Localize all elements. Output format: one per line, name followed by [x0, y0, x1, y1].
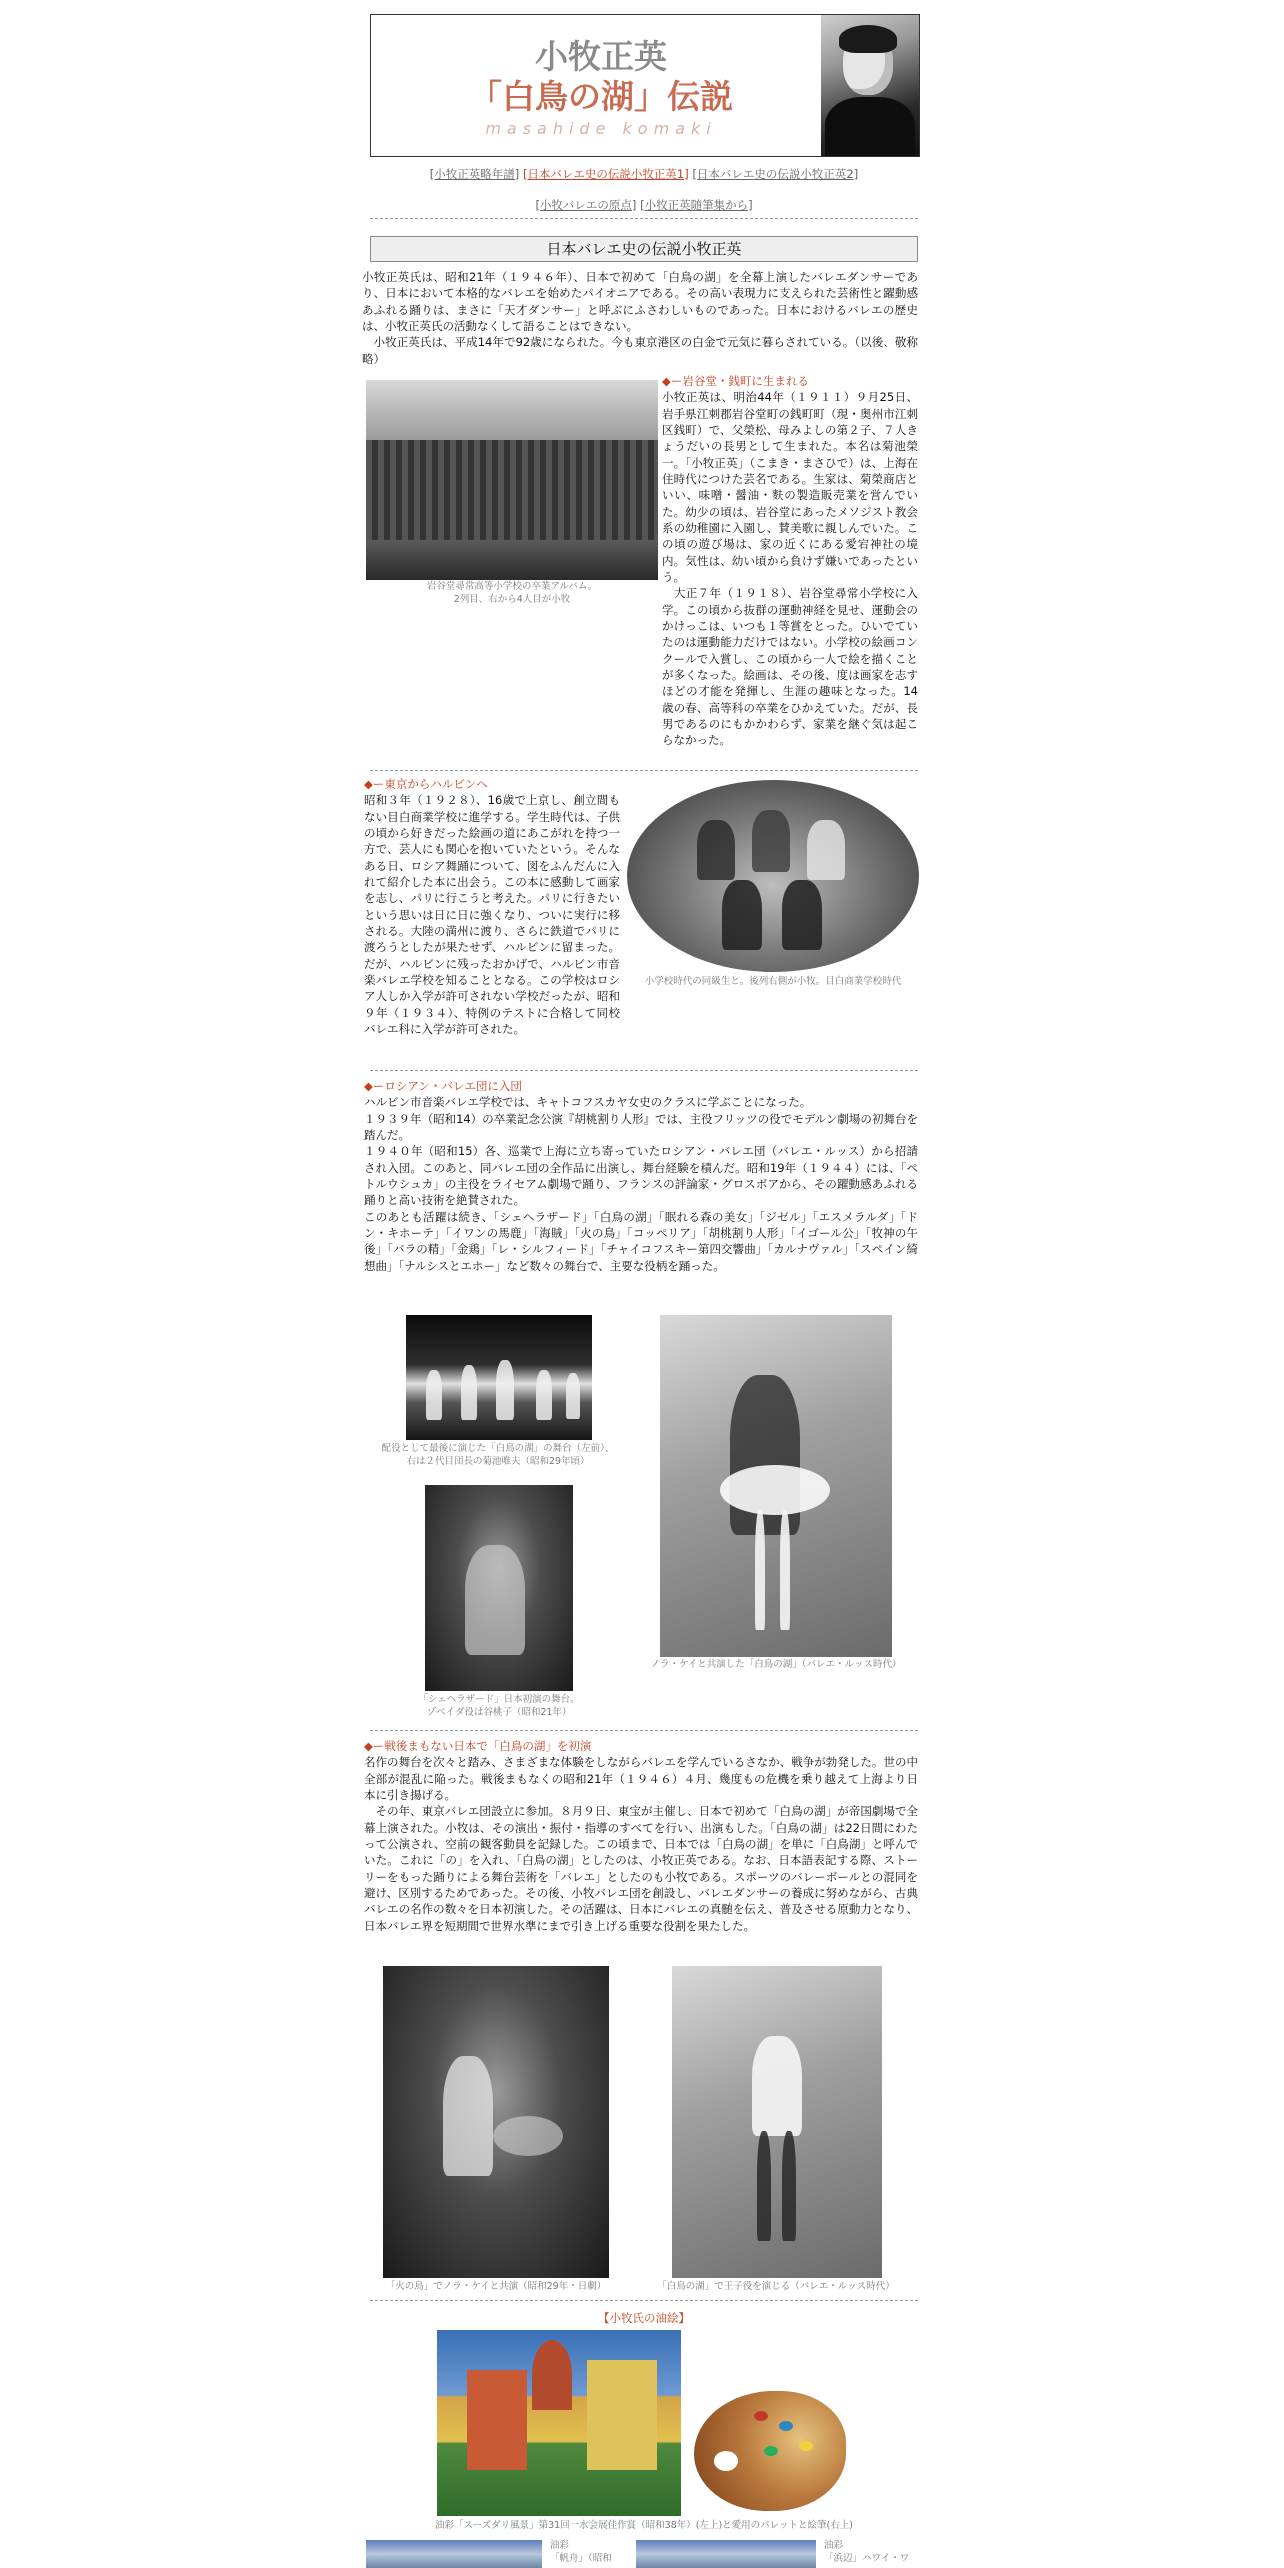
nav-link-legend-2[interactable]: [日本バレエ史の伝説小牧正英2] [692, 167, 859, 181]
firebird-photo [383, 1966, 609, 2278]
section-harbin-heading: ◆ー東京からハルビンへ [364, 777, 488, 791]
divider [370, 218, 918, 219]
firebird-caption: 「火の鳥」でノラ・ケイと共演（昭和29年・日劇） [385, 2281, 607, 2292]
nav-link-origin[interactable]: [小牧バレエの原点] [535, 198, 637, 212]
divider [370, 1730, 918, 1731]
section-ballet-russe-paragraph-1: ハルビン市音楽バレエ学校では、キャトコフスカヤ女史のクラスに学ぶことになった。 [364, 1095, 812, 1110]
stage-photo [406, 1315, 592, 1440]
sailboat-painting [366, 2540, 542, 2568]
section-swan-lake-paragraph-1: 名作の舞台を次々と踏み、さまざまな体験をしながらバレエを学んでいるさなか、戦争が勃発した。世の中全部が混乱に陥った。戦後まもなくの昭和21年（１９４６）４月、幾度もの危機を乗り越えて上海より日本に引き揚げる。 [364, 1755, 918, 1802]
prince-caption: 「白鳥の湖」で王子役を演じる（バレエ・ルッス時代） [657, 2281, 895, 2292]
section-swan-lake-heading: ◆ー戦後まもない日本で「白鳥の湖」を初演 [364, 1739, 592, 1753]
suzdal-painting [437, 2330, 681, 2516]
school-album-caption: 岩谷堂尋常高等小学校の卒業アルバム。 2列目、右から4人目が小牧 [426, 581, 598, 605]
section-ballet-russe-heading: ◆ーロシアン・バレエ団に入団 [364, 1079, 522, 1093]
school-album-photo [366, 380, 658, 580]
palette-photo [694, 2391, 846, 2511]
portrait-photo [821, 15, 919, 156]
nav-row-1 [370, 166, 918, 182]
section-ballet-russe [364, 1078, 918, 1274]
divider [370, 2300, 918, 2301]
divider [370, 770, 918, 771]
classmates-caption: 小学校時代の同級生と。後列右側が小牧。目白商業学校時代 [644, 976, 902, 987]
nora-kaye-photo [660, 1315, 892, 1657]
section-harbin [364, 776, 620, 1037]
sailboat-caption: 油彩 「帆舟」（昭和 [550, 2540, 612, 2564]
section-swan-lake-paragraph-2: その年、東京バレエ団設立に参加。８月９日、東宝が主催し、日本で初めて「白鳥の湖」が帝国劇場で全幕上演された。小牧は、その演出・振付・指導のすべてを行い、出演もした。「白鳥の湖」は22日間にわたって公演され、空前の観客動員を記録した。この頃まで、日本では「白鳥の湖」を単に「白鳥湖」と呼んでいた。これに「の」を入れ、「白鳥の湖」としたのは、小牧正英である。なお、日本語表記する際、ストーリーをもった踊りによる舞台芸術を「バレエ」としたのも小牧である。スポーツのバレーボールとの混同を避け、区別するためであった。その後、小牧バレエ団を創設し、バレエダンサーの養成に努めながら、古典バレエの名作の数々を日本初演した。その活躍は、日本にバレエの真髄を伝え、普及させる原動力となり、日本バレエ界を短期間で世界水準にまで引き上げる重要な役割を果たした。 [364, 1804, 918, 1933]
section-harbin-paragraph: 昭和３年（１９２８）、16歳で上京し、創立間もない目白商業学校に進学する。学生時代は、子供の頃から好きだった絵画の道にあこがれを持つ一方で、芸人にも関心を抱いていたという。そんなある日、ロシア舞踊について、図をふんだんに入れて紹介した本に出会う。この本に感動して画家を志し、パリに行こうと考えた。パリに行きたいという思いは日に日に強くなり、ついに実行に移される。大陸の満州に渡り、さらに鉄道でパリに渡ろうとしたが果たせず、ハルビンに留まった。だが、ハルビンに残ったおかげで、ハルビン市音楽バレエ学校を知ることとなる。この学校はロシア人しか入学が許可されない学校だったが、昭和９年（１９３４）、特例のテストに合格して同校バレエ科に入学が許可された。 [364, 793, 620, 1036]
prince-photo [672, 1966, 882, 2278]
nav-link-legend-1[interactable]: [日本バレエ史の伝説小牧正英1] [522, 167, 689, 181]
banner-title [431, 37, 771, 117]
beach-painting [636, 2540, 816, 2568]
intro-paragraph-2: 小牧正英氏は、平成14年で92歳になられた。今も東京港区の白金で元気に暮らされている。（以後、敬称略） [362, 335, 918, 366]
section-title: 日本バレエ史の伝説小牧正英 [370, 236, 918, 262]
scheherazade-caption: 「シェヘラザード」日本初演の舞台。 ゾベイダ役は谷桃子（昭和21年） [418, 1694, 580, 1718]
section-ballet-russe-paragraph-3: １９４０年（昭和15）各、巡業で上海に立ち寄っていたロシアン・バレエ団（バレエ・ルッス）から招請され入団。このあと、同バレエ団の全作品に出演し、舞台経験を積んだ。昭和19年（１９４４）には、「ペトルウシュカ」の主役をライセアム劇場で踊り、フランスの評論家・グロスボアから、その躍動感あふれる踊りと高い技術を絶賛された。 [364, 1144, 918, 1208]
section-birth-paragraph-2: 大正７年（１９１８）、岩谷堂尋常小学校に入学。この頃から抜群の運動神経を見せ、運動会のかけっこは、いつも１等賞をとった。ひいでていたのは運動能力だけではない。小学校の絵画コンクールで入賞し、この頃から一人で絵を描くことが多くなった。絵画は、その後、度は画家を志すほどの才能を発揮し、生涯の趣味となった。14歳の春、高等科の卒業をひかえていた。だが、長男であるのにもかかわらず、家業を継ぐ気は起こらなかった。 [662, 586, 918, 748]
nav-row-2 [370, 197, 918, 213]
classmates-photo [627, 780, 919, 972]
section-birth [662, 373, 918, 749]
nav-link-essays[interactable]: [小牧正英随筆集から] [640, 198, 753, 212]
section-paintings-heading: 【小牧氏の油絵】 [598, 2311, 690, 2325]
nora-kaye-caption: ノラ・ケイと共演した「白鳥の湖」（バレエ・ルッス時代） [650, 1659, 902, 1670]
stage-caption: 配役として最後に演じた「白鳥の湖」の舞台（左前）、 右は２代目団長の菊池唯夫（昭和29年頃） [381, 1443, 615, 1467]
banner-title-line1: 小牧正英 [535, 37, 667, 76]
intro-text [362, 269, 918, 367]
section-swan-lake [364, 1738, 918, 1934]
nav-link-chronology[interactable]: [小牧正英略年譜] [429, 167, 520, 181]
section-ballet-russe-paragraph-4: このあとも活躍は続き、「シェヘラザード」「白鳥の湖」「眠れる森の美女」「ジゼル」「エスメラルダ」「ドン・キホーテ」「イワンの馬鹿」「海賊」「火の鳥」「コッペリア」「胡桃割り人形」「イゴール公」「牧神の午後」「バラの精」「金鶏」「レ・シルフィード」「チャイコフスキー第四交響曲」「カルナヴァル」「スペイン綺想曲」「ナルシスとエホー」など数々の舞台で、主要な役柄を踊った。 [364, 1209, 918, 1273]
paintings-caption: 油彩「スーズダリ風景」第31回一水会展佳作賞（昭和38年）(左上)と愛用のパレットと絵筆(右上) [435, 2520, 853, 2531]
banner-romaji: masahide komaki [485, 119, 717, 138]
header-banner [370, 14, 920, 157]
section-ballet-russe-paragraph-2: １９３９年（昭和14）の卒業記念公演『胡桃割り人形』では、主役フリッツの役でモデルン劇場の初舞台を踏んだ。 [364, 1111, 918, 1142]
banner-title-line2: 「白鳥の湖」伝説 [469, 77, 733, 116]
section-birth-heading: ◆ー岩谷堂・銭町に生まれる [662, 374, 809, 388]
beach-caption: 油彩 「浜辺」ハワイ・ワ [824, 2540, 910, 2564]
divider [370, 1070, 918, 1071]
intro-paragraph-1: 小牧正英氏は、昭和21年（１９４６年）、日本で初めて「白鳥の湖」を全幕上演したバレエダンサーであり、日本において本格的なバレエを始めたパイオニアである。その高い表現力に支えられた芸術性と躍動感あふれる踊りは、まさに「天才ダンサー」と呼ぶにふさわしいものであった。日本におけるバレエの歴史は、小牧正英氏の活動なくして語ることはできない。 [362, 270, 918, 333]
scheherazade-photo [425, 1485, 573, 1691]
section-birth-paragraph-1: 小牧正英は、明治44年（１９１１）９月25日、岩手県江刺郡岩谷堂町の銭町町（現・奥州市江刺区銭町）で、父榮松、母みよしの第２子、７人きょうだいの長男として生まれた。本名は菊池榮一。「小牧正英」（こまき・まさひで）は、上海在住時代につけた芸名である。生家は、菊榮商店といい、味噌・醤油・麩の製造販売業を営んでいた。幼少の頃は、岩谷堂にあったメソジスト教会系の幼稚園に入園し、賛美歌に親しんでいた。この頃の遊び場は、家の近くにある愛宕神社の境内。気性は、幼い頃から負けず嫌いであったという。 [662, 390, 918, 584]
